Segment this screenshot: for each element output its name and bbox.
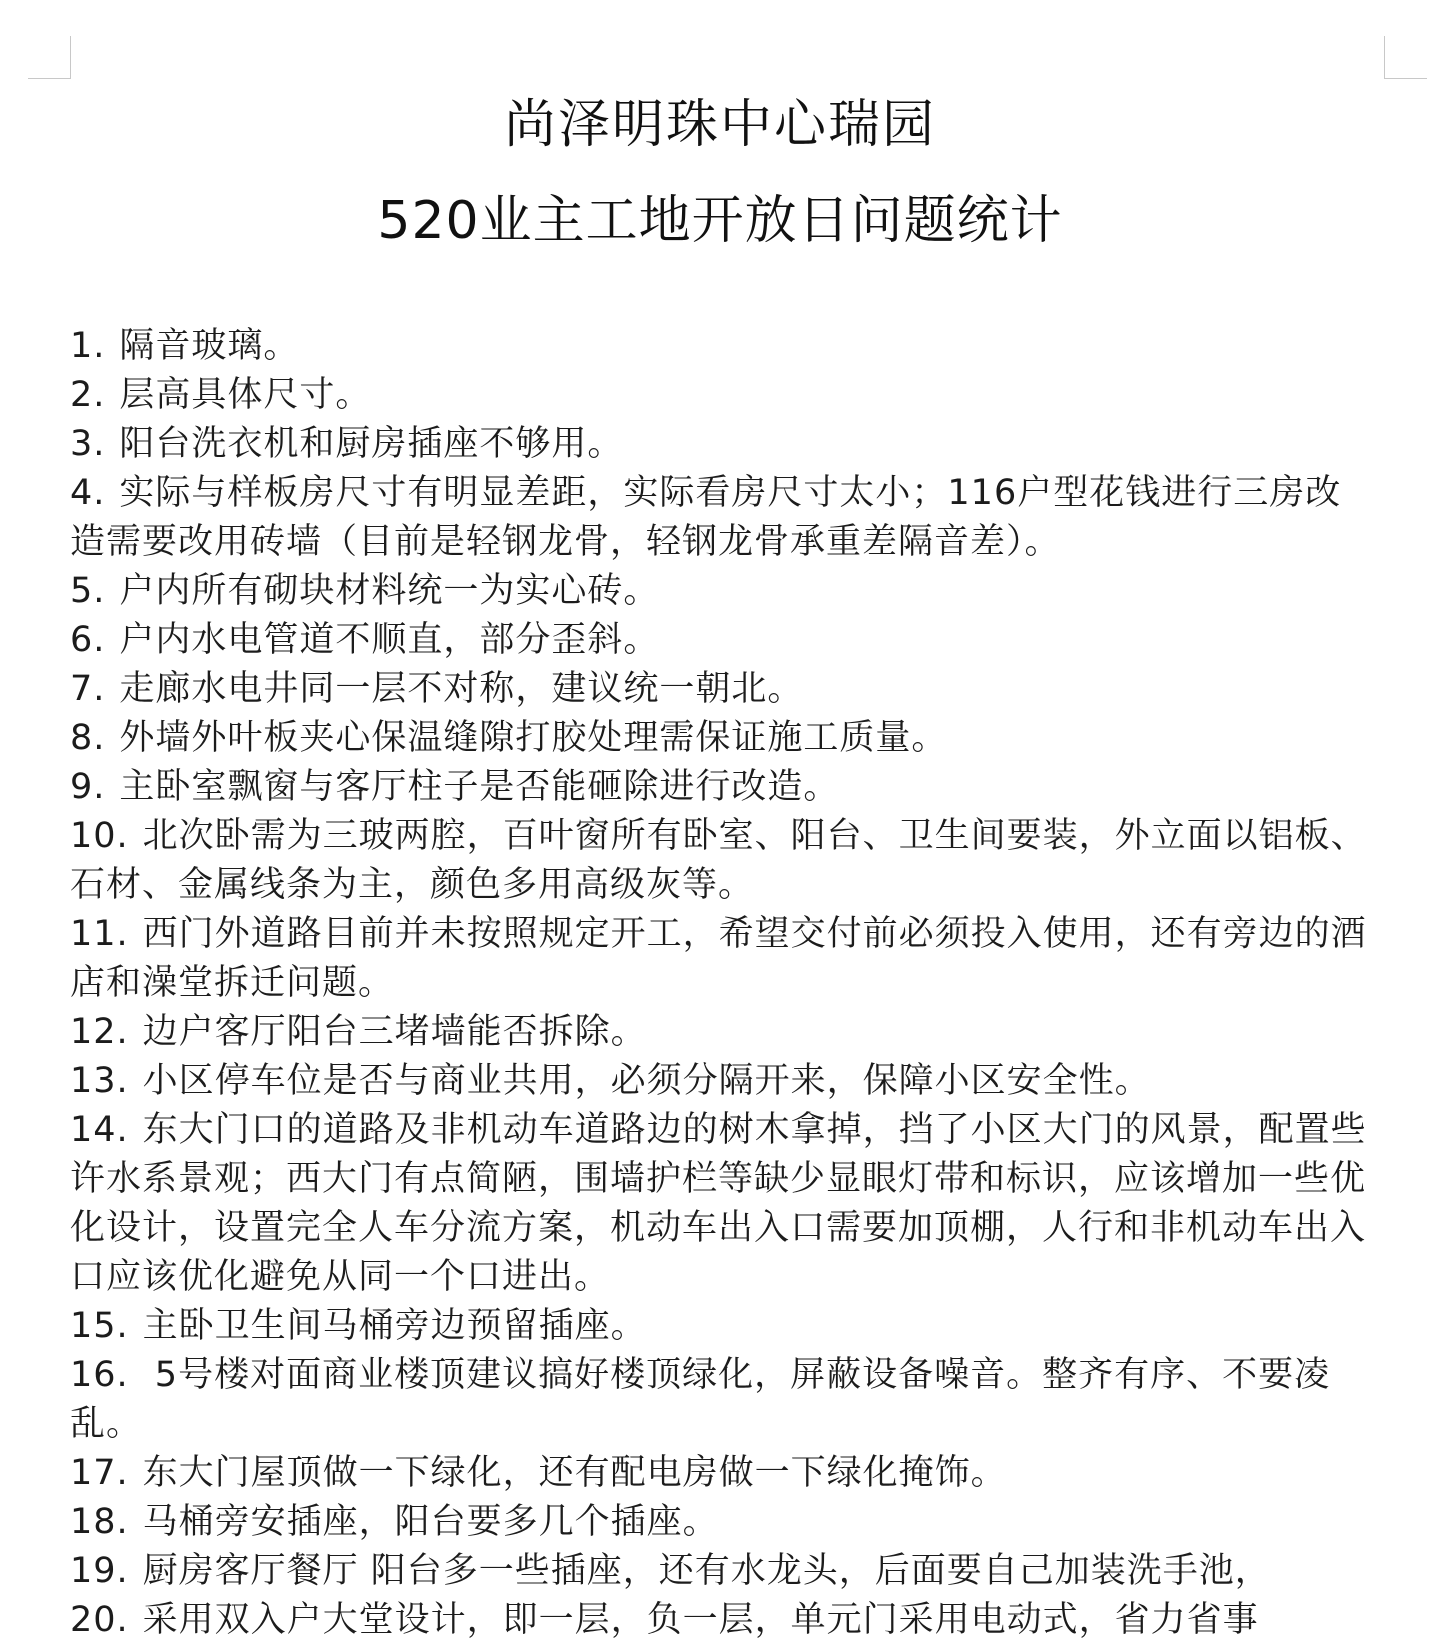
issue-item [70, 1547, 1370, 1596]
issue-text: 小区停车位是否与商业共用，必须分隔开来，保障小区安全性。 [142, 1061, 1151, 1101]
issue-item [70, 567, 1370, 616]
issue-item [70, 1057, 1370, 1106]
issue-text: 采用双入户大堂设计，即一层，负一层，单元门采用电动式，省力省事 [142, 1600, 1259, 1640]
issue-number: 13. [70, 1061, 129, 1101]
issue-item [70, 1449, 1370, 1498]
issue-item [70, 910, 1370, 1008]
issue-number: 9. [70, 767, 106, 807]
issue-number: 3. [70, 424, 106, 464]
issue-text: 东大门口的道路及非机动车道路边的树木拿掉，挡了小区大门的风景，配置些许水系景观；西大门有点简陋，围墙护栏等缺少显眼灯带和标识，应该增加一些优化设计，设置完全人车分流方案，机动车出入口需要加顶棚，人行和非机动车出入口应该优化避免从同一个口进出。 [70, 1110, 1367, 1297]
issue-text: 层高具体尺寸。 [119, 375, 372, 415]
issue-item [70, 616, 1370, 665]
issue-number: 11. [70, 914, 129, 954]
issue-item [70, 1498, 1370, 1547]
document-title: 尚泽明珠中心瑞园 [503, 95, 936, 155]
issue-item [70, 812, 1370, 910]
issue-number: 8. [70, 718, 106, 758]
issue-item [70, 1351, 1370, 1449]
issue-item [70, 469, 1370, 567]
issue-text: 户内所有砌块材料统一为实心砖。 [119, 571, 660, 611]
issue-item [70, 420, 1370, 469]
issue-number: 1. [70, 326, 106, 366]
issue-number: 10. [70, 816, 129, 856]
issue-number: 6. [70, 620, 106, 660]
issue-item [70, 714, 1370, 763]
document-subtitle: 520业主工地开放日问题统计 [377, 191, 1063, 251]
issue-text: 实际与样板房尺寸有明显差距，实际看房尺寸太小；116户型花钱进行三房改造需要改用砖墙（目前是轻钢龙骨，轻钢龙骨承重差隔音差）。 [70, 473, 1342, 562]
issue-text: 隔音玻璃。 [119, 326, 300, 366]
issue-text: 东大门屋顶做一下绿化，还有配电房做一下绿化掩饰。 [142, 1453, 1007, 1493]
issue-number: 17. [70, 1453, 129, 1493]
issue-text: 厨房客厅餐厅 阳台多一些插座，还有水龙头，后面要自己加装洗手池， [142, 1551, 1271, 1591]
margin-mark-top-right [1384, 36, 1427, 79]
issue-item [70, 1008, 1370, 1057]
issue-number: 18. [70, 1502, 129, 1542]
issue-number: 12. [70, 1012, 129, 1052]
issue-text: 主卧室飘窗与客厅柱子是否能砸除进行改造。 [119, 767, 840, 807]
margin-mark-top-left [28, 36, 71, 79]
issue-text: 5号楼对面商业楼顶建议搞好楼顶绿化，屏蔽设备噪音。整齐有序、不要凌乱。 [70, 1355, 1331, 1444]
issue-item [70, 763, 1370, 812]
issue-item [70, 371, 1370, 420]
issue-text: 走廊水电井同一层不对称，建议统一朝北。 [119, 669, 804, 709]
issue-number: 20. [70, 1600, 129, 1640]
issue-text: 边户客厅阳台三堵墙能否拆除。 [142, 1012, 647, 1052]
issue-item [70, 665, 1370, 714]
issue-text: 阳台洗衣机和厨房插座不够用。 [119, 424, 624, 464]
issue-number: 16. [70, 1355, 129, 1395]
issue-text: 户内水电管道不顺直，部分歪斜。 [119, 620, 660, 660]
issue-text: 马桶旁安插座，阳台要多几个插座。 [142, 1502, 719, 1542]
issue-number: 4. [70, 473, 106, 513]
issue-item [70, 1302, 1370, 1351]
issue-item [70, 322, 1370, 371]
issue-number: 14. [70, 1110, 129, 1150]
document-header [0, 88, 1440, 258]
issue-number: 5. [70, 571, 106, 611]
issue-number: 7. [70, 669, 106, 709]
issue-number: 19. [70, 1551, 129, 1591]
issue-item [70, 1106, 1370, 1302]
issue-text: 外墙外叶板夹心保温缝隙打胶处理需保证施工质量。 [119, 718, 948, 758]
issue-number: 15. [70, 1306, 129, 1346]
issue-number: 2. [70, 375, 106, 415]
issue-item [70, 1596, 1370, 1645]
issue-text: 主卧卫生间马桶旁边预留插座。 [142, 1306, 647, 1346]
issue-text: 西门外道路目前并未按照规定开工，希望交付前必须投入使用，还有旁边的酒店和澡堂拆迁问题。 [70, 914, 1367, 1003]
issue-text: 北次卧需为三玻两腔，百叶窗所有卧室、阳台、卫生间要装，外立面以铝板、石材、金属线条为主，颜色多用高级灰等。 [70, 816, 1367, 905]
issue-list [70, 322, 1370, 1645]
